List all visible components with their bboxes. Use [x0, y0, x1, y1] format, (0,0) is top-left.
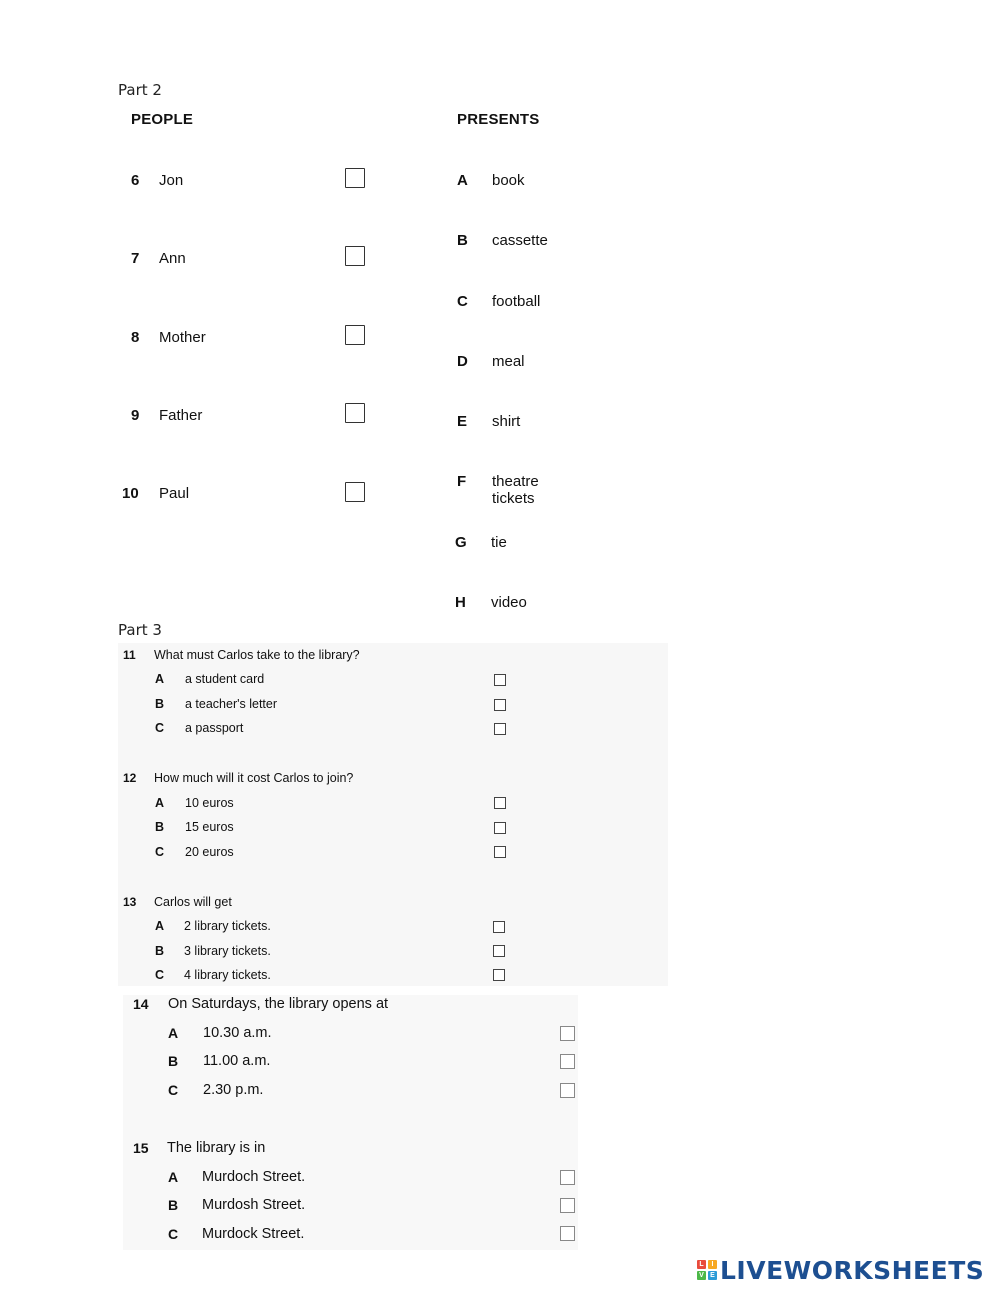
option-checkbox[interactable] — [560, 1170, 575, 1185]
option-letter: B — [155, 820, 165, 834]
option-letter: C — [155, 721, 165, 735]
option-text: 11.00 a.m. — [203, 1053, 271, 1069]
present-letter: C — [457, 293, 468, 310]
logo-block: L — [697, 1260, 706, 1269]
person-number: 10 — [122, 485, 139, 502]
part-2-label: Part 2 — [118, 81, 162, 99]
part-3-label: Part 3 — [118, 621, 162, 639]
liveworksheets-logo — [697, 1256, 984, 1284]
person-number: 7 — [131, 250, 140, 267]
option-text: 10 euros — [185, 796, 234, 810]
option-letter: C — [168, 1082, 179, 1098]
option-checkbox[interactable] — [494, 723, 506, 735]
option-letter: A — [155, 672, 165, 686]
present-letter: B — [457, 232, 468, 249]
present-letter: A — [457, 172, 468, 189]
question-number: 14 — [133, 996, 149, 1012]
person-name: Paul — [159, 485, 190, 502]
question-text: On Saturdays, the library opens at — [168, 996, 389, 1012]
option-letter: A — [168, 1169, 179, 1185]
present-text: video — [491, 594, 527, 611]
option-checkbox[interactable] — [494, 822, 506, 834]
logo-blocks-icon — [697, 1260, 717, 1280]
person-number: 6 — [131, 172, 140, 189]
person-name: Jon — [159, 172, 184, 189]
presents-header: PRESENTS — [457, 111, 540, 128]
option-text: a passport — [185, 721, 244, 735]
present-letter: F — [457, 473, 467, 490]
present-letter: E — [457, 413, 468, 430]
option-letter: A — [168, 1025, 179, 1041]
question-number: 11 — [123, 648, 136, 662]
answer-box[interactable] — [345, 168, 365, 188]
question-text: The library is in — [167, 1140, 266, 1156]
option-letter: C — [155, 968, 165, 982]
present-text: theatre tickets — [492, 473, 539, 507]
option-letter: A — [155, 919, 165, 933]
questions-panel-11-13 — [118, 643, 668, 986]
option-checkbox[interactable] — [560, 1198, 575, 1213]
option-text: Murdoch Street. — [202, 1169, 306, 1185]
option-checkbox[interactable] — [560, 1083, 575, 1098]
question-number: 15 — [133, 1140, 149, 1156]
logo-block: I — [708, 1260, 717, 1269]
option-text: 15 euros — [185, 820, 234, 834]
option-checkbox[interactable] — [494, 699, 506, 711]
option-text: 2 library tickets. — [184, 919, 271, 933]
question-text: How much will it cost Carlos to join? — [154, 771, 354, 785]
logo-block: E — [708, 1271, 717, 1280]
option-text: 20 euros — [185, 845, 234, 859]
answer-box[interactable] — [345, 246, 365, 266]
questions-panel-14-15 — [123, 995, 578, 1250]
option-checkbox[interactable] — [493, 945, 505, 957]
present-text: football — [492, 293, 541, 310]
answer-box[interactable] — [345, 482, 365, 502]
option-letter: B — [155, 697, 165, 711]
people-header: PEOPLE — [131, 111, 194, 128]
option-checkbox[interactable] — [494, 674, 506, 686]
option-checkbox[interactable] — [493, 969, 505, 981]
option-checkbox[interactable] — [494, 846, 506, 858]
option-letter: B — [155, 944, 165, 958]
option-checkbox[interactable] — [560, 1054, 575, 1069]
option-letter: C — [155, 845, 165, 859]
person-name: Ann — [159, 250, 186, 267]
option-checkbox[interactable] — [493, 921, 505, 933]
person-number: 9 — [131, 407, 140, 424]
present-letter: D — [457, 353, 468, 370]
option-checkbox[interactable] — [560, 1026, 575, 1041]
logo-text: LIVEWORKSHEETS — [720, 1255, 985, 1285]
option-letter: B — [168, 1197, 179, 1213]
present-letter: H — [455, 594, 466, 611]
present-text: shirt — [492, 413, 521, 430]
question-text: What must Carlos take to the library? — [154, 648, 360, 662]
present-letter: G — [455, 534, 467, 551]
logo-block: V — [697, 1271, 706, 1280]
present-text: tie — [491, 534, 507, 551]
option-text: 10.30 a.m. — [203, 1025, 272, 1041]
option-checkbox[interactable] — [560, 1226, 575, 1241]
option-text: 2.30 p.m. — [203, 1082, 264, 1098]
present-text: book — [492, 172, 525, 189]
option-text: a student card — [185, 672, 265, 686]
question-text: Carlos will get — [154, 895, 232, 909]
person-name: Mother — [159, 329, 206, 346]
option-letter: B — [168, 1053, 179, 1069]
option-text: a teacher's letter — [185, 697, 278, 711]
person-number: 8 — [131, 329, 140, 346]
option-letter: C — [168, 1226, 179, 1242]
answer-box[interactable] — [345, 403, 365, 423]
option-letter: A — [155, 796, 165, 810]
option-text: Murdock Street. — [202, 1226, 305, 1242]
option-checkbox[interactable] — [494, 797, 506, 809]
answer-box[interactable] — [345, 325, 365, 345]
present-text: cassette — [492, 232, 548, 249]
option-text: Murdosh Street. — [202, 1197, 306, 1213]
option-text: 3 library tickets. — [184, 944, 271, 958]
question-number: 13 — [123, 895, 137, 909]
present-text: meal — [492, 353, 525, 370]
question-number: 12 — [123, 771, 137, 785]
person-name: Father — [159, 407, 203, 424]
option-text: 4 library tickets. — [184, 968, 271, 982]
